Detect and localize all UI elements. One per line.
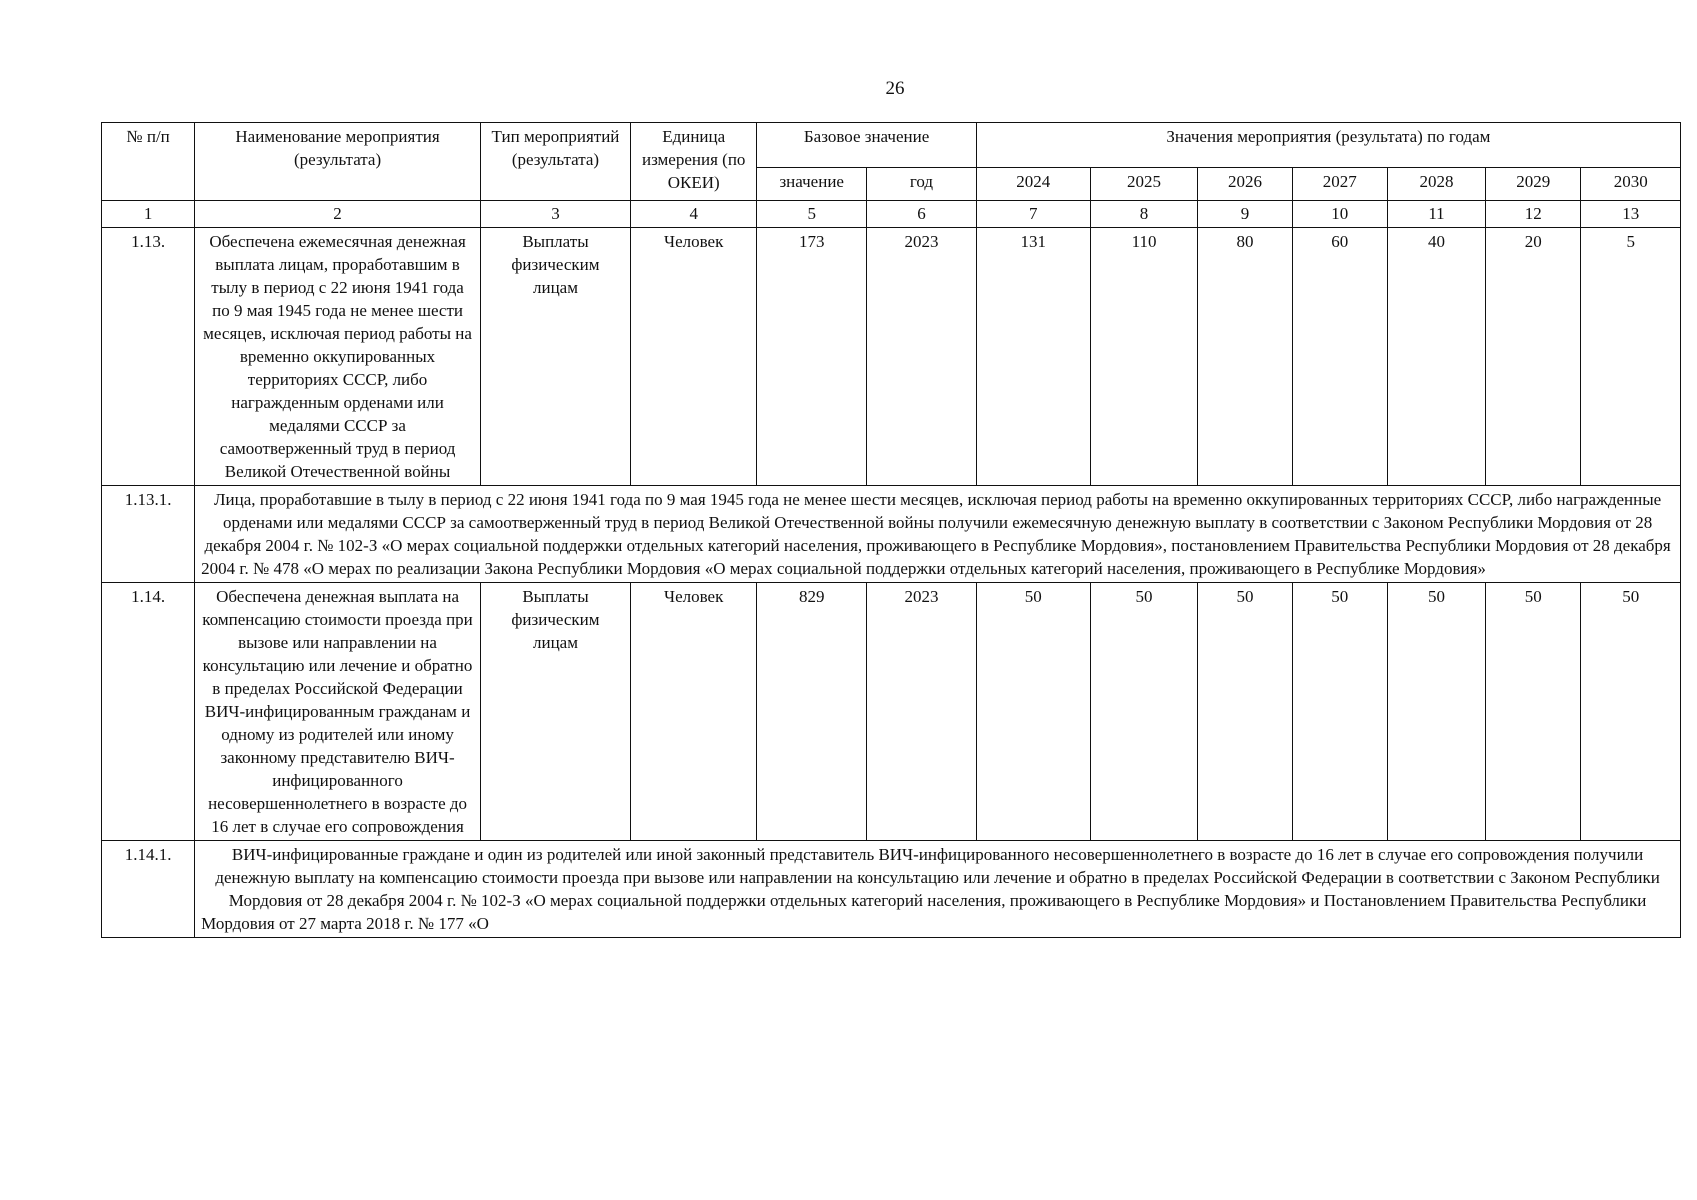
row-year-value: 80 — [1198, 228, 1292, 486]
row-year-value: 60 — [1292, 228, 1387, 486]
header-year: 2029 — [1486, 168, 1581, 201]
column-number: 2 — [195, 201, 481, 228]
header-type: Тип мероприятий (результата) — [480, 123, 630, 201]
row-id: 1.14. — [102, 583, 195, 841]
table-row — [102, 486, 1681, 583]
column-number: 11 — [1387, 201, 1485, 228]
row-description: Лица, проработавшие в тылу в период с 22 июня 1941 года по 9 мая 1945 года не менее шести месяцев, исключая период работы на временно оккупированных территориях СССР, либо награжденные орденами или медалями СССР за самоотверженный труд в период Великой Отечественной войны получили ежемесячную денежную выплату в соответствии с Законом Республики Мордовия от 28 декабря 2004 г. № 102-З «О мерах социальной поддержки отдельных категорий населения, проживающего в Республике Мордовия», постановлением Правительства Республики Мордовия от 28 декабря 2004 г. № 478 «О мерах по реализации Закона Республики Мордовия «О мерах социальной поддержки отдельных категорий населения, проживающего в Республике Мордовия» — [195, 486, 1681, 583]
row-unit: Человек — [631, 583, 757, 841]
header-years-group: Значения мероприятия (результата) по годам — [976, 123, 1680, 168]
row-name: Обеспечена ежемесячная денежная выплата лицам, проработавшим в тылу в период с 22 июня 1941 года по 9 мая 1945 года не менее шести месяцев, исключая период работы на временно оккупированных территориях СССР, либо награжденным орденами или медалями СССР за самоотверженный труд в период Великой Отечественной войны — [195, 228, 481, 486]
row-year-value: 50 — [1581, 583, 1681, 841]
column-number: 12 — [1486, 201, 1581, 228]
column-number: 3 — [480, 201, 630, 228]
row-type: Выплаты физическим лицам — [480, 583, 630, 841]
header-year: 2025 — [1090, 168, 1198, 201]
row-year-value: 5 — [1581, 228, 1681, 486]
header-number: № п/п — [102, 123, 195, 201]
header-year: 2024 — [976, 168, 1090, 201]
row-year-value: 40 — [1387, 228, 1485, 486]
header-unit: Единица измерения (по ОКЕИ) — [631, 123, 757, 201]
column-number: 4 — [631, 201, 757, 228]
column-number: 7 — [976, 201, 1090, 228]
header-base-group: Базовое значение — [757, 123, 976, 168]
column-numbers-row — [102, 201, 1681, 228]
header-base-year: год — [867, 168, 977, 201]
table-row — [102, 583, 1681, 841]
column-number: 5 — [757, 201, 867, 228]
row-id: 1.13. — [102, 228, 195, 486]
row-year-value: 20 — [1486, 228, 1581, 486]
row-year-value: 50 — [1198, 583, 1292, 841]
row-id: 1.13.1. — [102, 486, 195, 583]
row-name: Обеспечена денежная выплата на компенсацию стоимости проезда при вызове или направлении на консультацию или лечение и обратно в пределах Российской Федерации ВИЧ-инфицированным гражданам и одному из родителей или иному законному представителю ВИЧ-инфицированного несовершеннолетнего в возрасте до 16 лет в случае его сопровождения — [195, 583, 481, 841]
row-unit: Человек — [631, 228, 757, 486]
row-year-value: 110 — [1090, 228, 1198, 486]
row-base-value: 829 — [757, 583, 867, 841]
row-id: 1.14.1. — [102, 841, 195, 938]
column-number: 9 — [1198, 201, 1292, 228]
row-year-value: 50 — [1090, 583, 1198, 841]
column-number: 8 — [1090, 201, 1198, 228]
row-description: ВИЧ-инфицированные граждане и один из родителей или иной законный представитель ВИЧ-инфицированного несовершеннолетнего в возрасте до 16 лет в случае его сопровождения получили денежную выплату на компенсацию стоимости проезда при вызове или направлении на консультацию или лечение и обратно в пределах Российской Федерации в соответствии с Законом Республики Мордовия от 28 декабря 2004 г. № 102-З «О мерах социальной поддержки отдельных категорий населения, проживающего в Республике Мордовия» и Постановлением Правительства Республики Мордовия от 27 марта 2018 г. № 177 «О — [195, 841, 1681, 938]
header-row-1 — [102, 123, 1681, 168]
header-year: 2027 — [1292, 168, 1387, 201]
row-year-value: 50 — [1292, 583, 1387, 841]
header-base-value: значение — [757, 168, 867, 201]
page-number: 26 — [885, 78, 905, 99]
row-base-value: 173 — [757, 228, 867, 486]
header-name: Наименование мероприятия (результата) — [195, 123, 481, 201]
measures-table — [101, 122, 1681, 938]
row-base-year: 2023 — [867, 583, 977, 841]
header-year: 2030 — [1581, 168, 1681, 201]
header-year: 2028 — [1387, 168, 1485, 201]
row-year-value: 50 — [1486, 583, 1581, 841]
row-type: Выплаты физическим лицам — [480, 228, 630, 486]
column-number: 6 — [867, 201, 977, 228]
header-year: 2026 — [1198, 168, 1292, 201]
row-base-year: 2023 — [867, 228, 977, 486]
row-year-value: 50 — [976, 583, 1090, 841]
column-number: 13 — [1581, 201, 1681, 228]
row-year-value: 131 — [976, 228, 1090, 486]
column-number: 1 — [102, 201, 195, 228]
table-row — [102, 228, 1681, 486]
table-row — [102, 841, 1681, 938]
column-number: 10 — [1292, 201, 1387, 228]
row-year-value: 50 — [1387, 583, 1485, 841]
